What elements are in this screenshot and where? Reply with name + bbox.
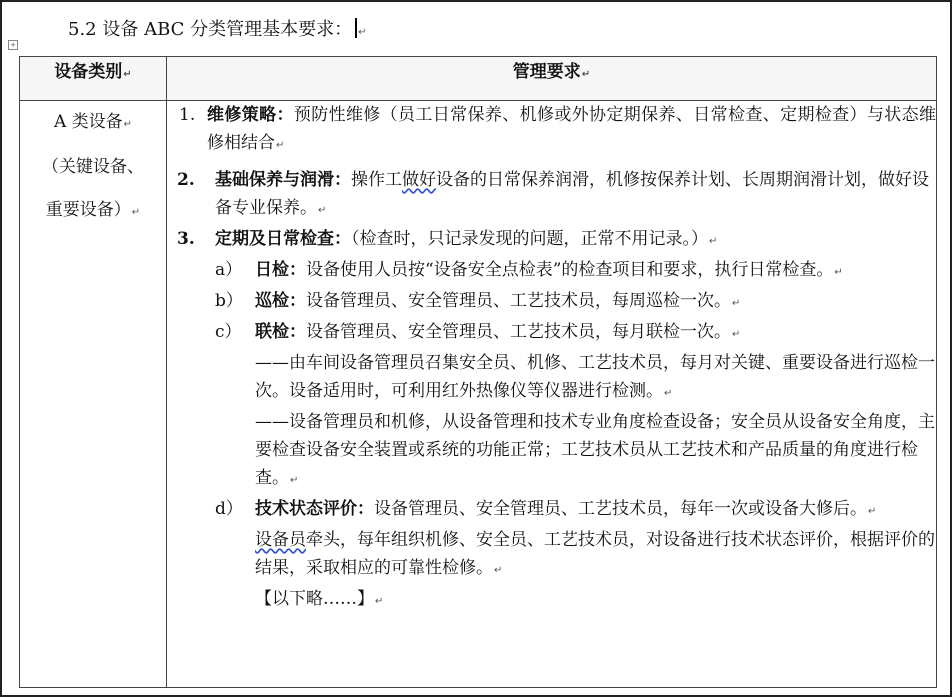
header-requirements: 管理要求↵ — [167, 57, 937, 101]
subitem-number: b） — [215, 291, 243, 311]
item-number: 2. — [177, 170, 195, 190]
subitem-a: a） 日检：设备使用人员按“设备安全点检表”的检查项目和要求，执行日常检查。↵ — [167, 256, 936, 287]
item-3: 3. 定期及日常检查：（检查时，只记录发现的问题，正常不用记录。）↵ — [167, 225, 936, 256]
paragraph-mark-icon: ↵ — [358, 27, 367, 38]
omitted-note: 【以下略……】↵ — [255, 589, 384, 609]
requirements-table — [19, 56, 937, 688]
category-line: 重要设备） — [45, 200, 131, 220]
category-cell: A 类设备↵ （关键设备、 重要设备）↵ — [20, 101, 167, 688]
category-line: （关键设备、 — [42, 157, 144, 177]
subitem-c: c） 联检：设备管理员、安全管理员、工艺技术员，每月联检一次。↵ ——由车间设备管理员召集安全员、机修、工艺技术员，每月对关键、重要设备进行巡检一次。设备适用时，可利用红外热像仪等仪器进行检测。↵ ——设备管理员和机修，从设备管理和技术专业角度检查设备；安全员从设备安全角度，主要检查设备安全装置或系统的功能正常；工艺技术员从工艺技术和产品质量的角度进行检查。↵ — [167, 318, 936, 495]
section-heading-text: 5.2 设备 ABC 分类管理基本要求： — [68, 19, 353, 40]
subitem-number: c） — [215, 322, 242, 342]
table-anchor-icon[interactable]: + — [8, 40, 18, 50]
category-line: A 类设备 — [53, 112, 123, 132]
item-number: 1. — [179, 105, 196, 125]
subitem-number: a） — [215, 260, 243, 280]
requirements-cell — [167, 101, 937, 688]
subitem-note: 设备员牵头，每年组织机修、安全员、工艺技术员，对设备进行技术状态评价，根据评价的结果，采取相应的可靠性检修。↵ — [255, 530, 935, 578]
subitem-d: d） 技术状态评价：设备管理员、安全管理员、工艺技术员，每年一次或设备大修后。↵ 设备员牵头，每年组织机修、安全员、工艺技术员，对设备进行技术状态评价，根据评价的结果，采取相应的可靠性检修。↵ 【以下略……】↵ — [167, 495, 936, 616]
item-2: 2. 基础保养与润滑：操作工做好设备的日常保养润滑，机修按保养计划、长周期润滑计划，做好设备专业保养。↵ — [167, 166, 936, 225]
section-heading — [68, 18, 367, 45]
item-1: 1. 维修策略：预防性维修（员工日常保养、机修或外协定期保养、日常检查、定期检查）与状态维修相结合↵ — [167, 101, 936, 160]
item-number: 3. — [177, 229, 195, 249]
subitem-number: d） — [215, 499, 243, 519]
text-cursor — [355, 18, 357, 38]
subitem-note: ——由车间设备管理员召集安全员、机修、工艺技术员，每月对关键、重要设备进行巡检一次。设备适用时，可利用红外热像仪等仪器进行检测。↵ — [255, 353, 935, 401]
header-category: 设备类别↵ — [20, 57, 167, 101]
subitem-b: b） 巡检：设备管理员、安全管理员、工艺技术员，每周巡检一次。↵ — [167, 287, 936, 318]
subitem-note: ——设备管理员和机修，从设备管理和技术专业角度检查设备；安全员从设备安全角度，主要检查设备安全装置或系统的功能正常；工艺技术员从工艺技术和产品质量的角度进行检查。↵ — [255, 412, 935, 488]
